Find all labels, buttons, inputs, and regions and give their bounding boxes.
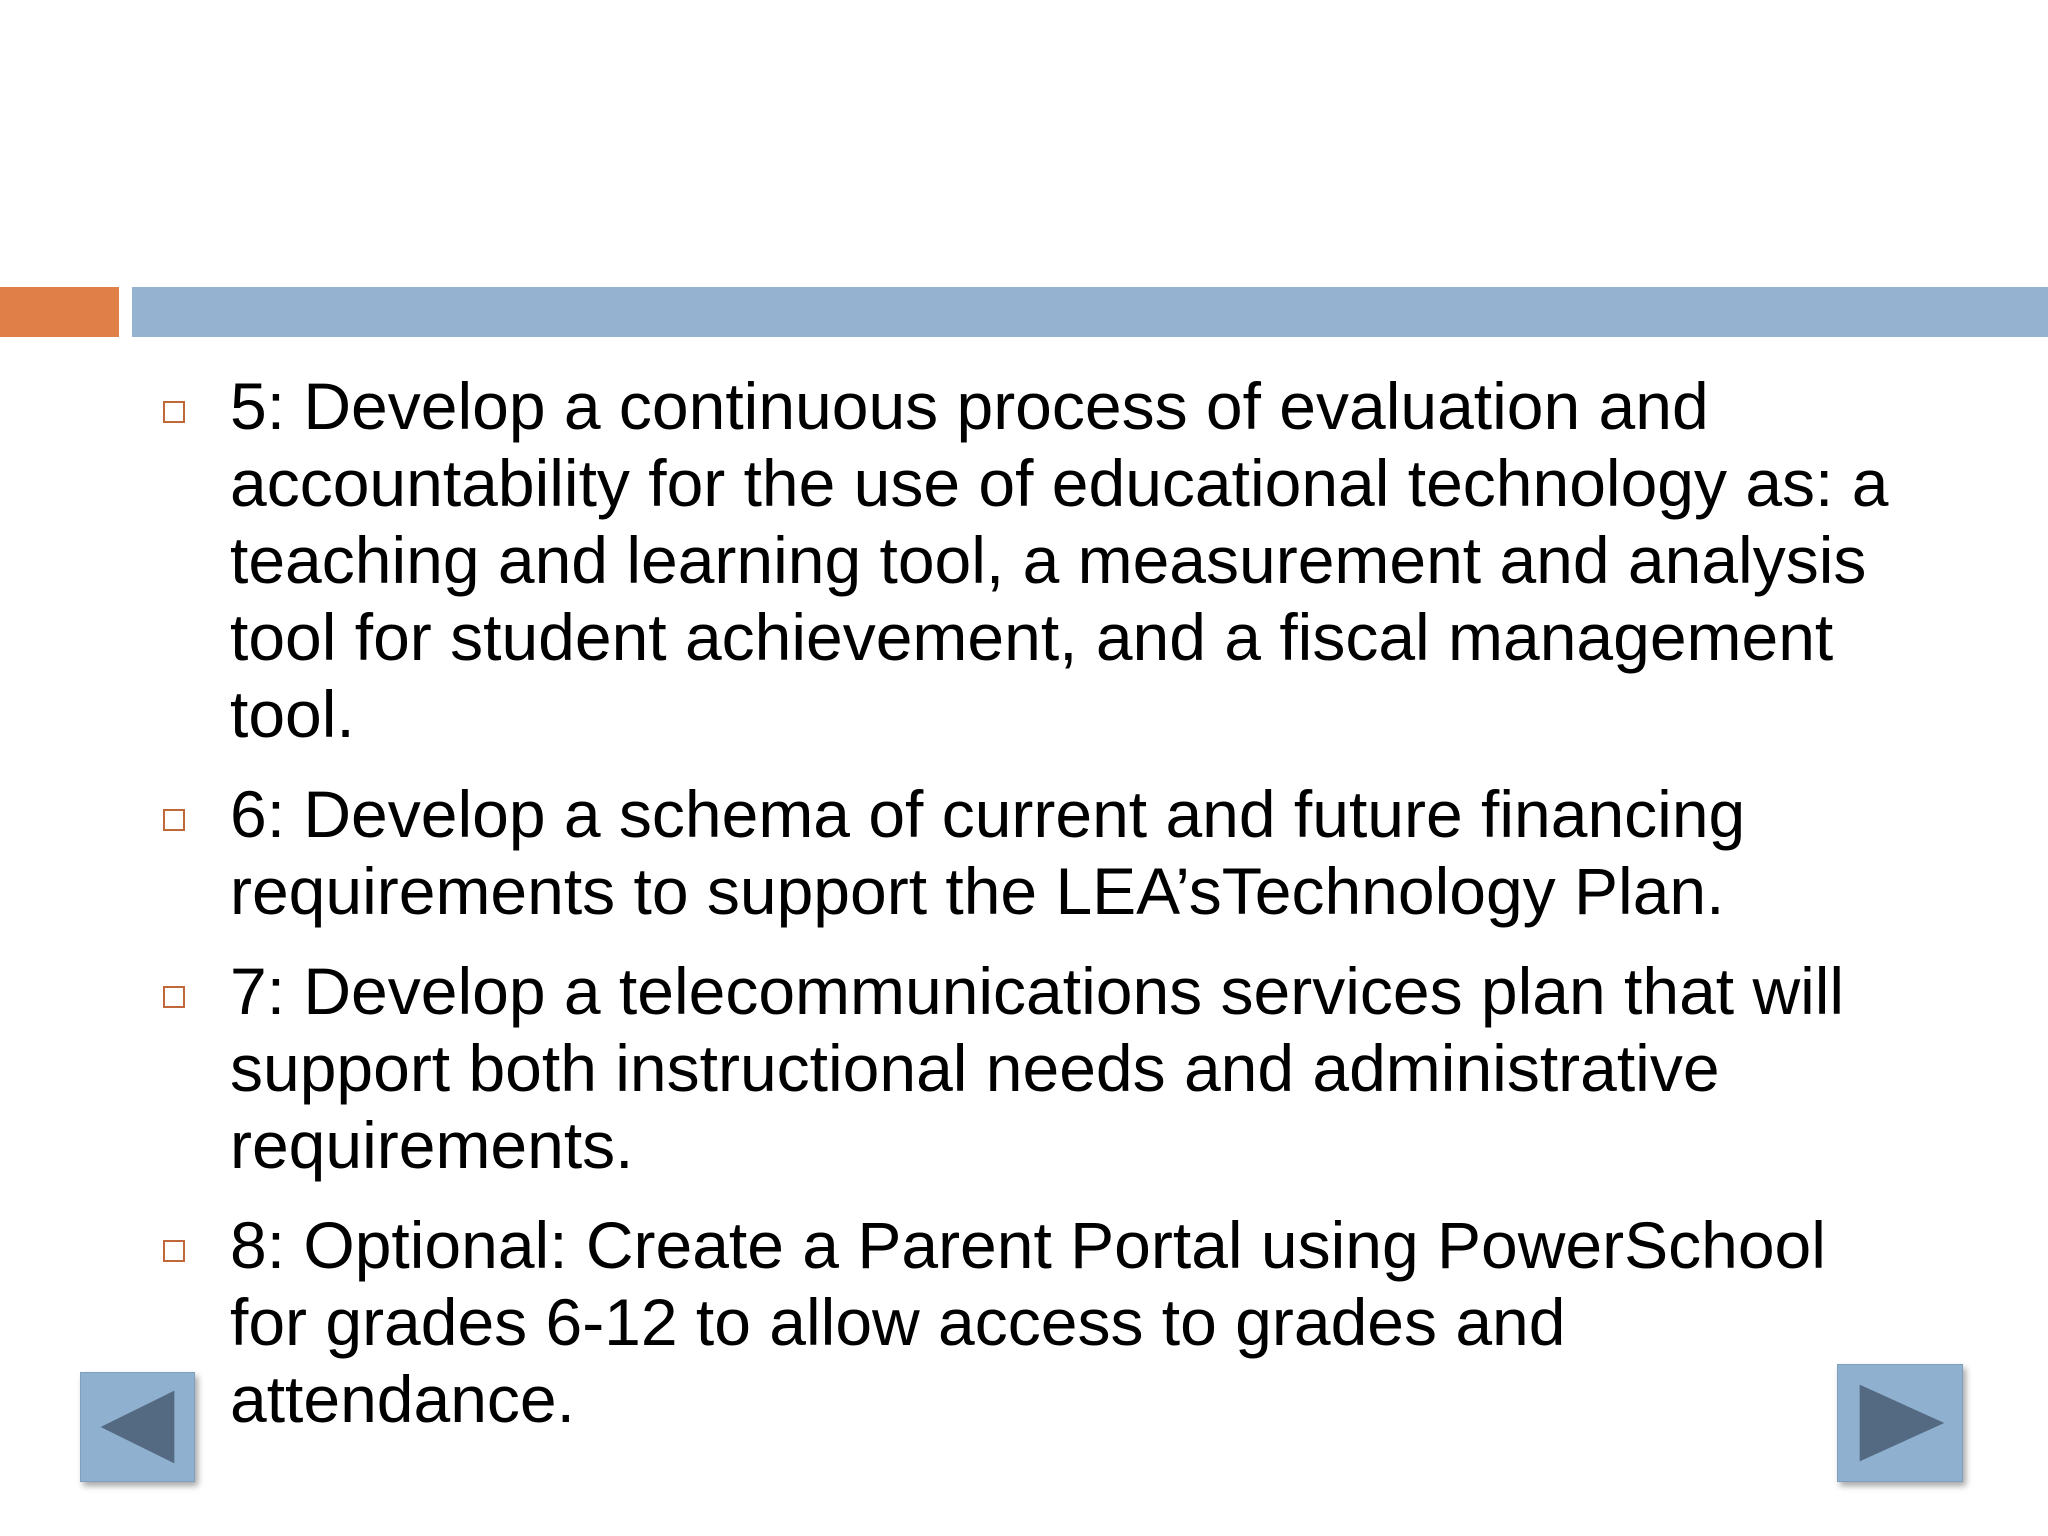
bullet-list	[150, 368, 1920, 1461]
square-bullet-icon	[163, 1240, 185, 1262]
bullet-text: 6: Develop a schema of current and future financing requirements to support the LEA’sTechnology Plan.	[230, 777, 1746, 928]
bullet-text: 5: Develop a continuous process of evaluation and accountability for the use of educational technology as: a teaching and learning tool, a measurement and analysis tool for student achievement, and a fiscal management tool.	[230, 369, 1889, 751]
bullet-item	[150, 368, 1920, 753]
bullet-item	[150, 953, 1920, 1184]
bullet-item	[150, 776, 1920, 930]
header-bar	[132, 287, 2048, 337]
square-bullet-icon	[163, 809, 185, 831]
square-bullet-icon	[163, 401, 185, 423]
next-slide-button[interactable]	[1837, 1364, 1963, 1482]
square-bullet-icon	[163, 986, 185, 1008]
previous-slide-button[interactable]	[80, 1372, 195, 1482]
bullet-text: 8: Optional: Create a Parent Portal using PowerSchool for grades 6-12 to allow access to grades and attendance.	[230, 1208, 1826, 1436]
left-triangle-icon	[81, 1373, 194, 1481]
accent-bar	[0, 287, 119, 337]
bullet-text: 7: Develop a telecommunications services plan that will support both instructional needs and administrative requirements.	[230, 954, 1845, 1182]
bullet-item	[150, 1207, 1920, 1438]
right-triangle-icon	[1838, 1365, 1962, 1481]
